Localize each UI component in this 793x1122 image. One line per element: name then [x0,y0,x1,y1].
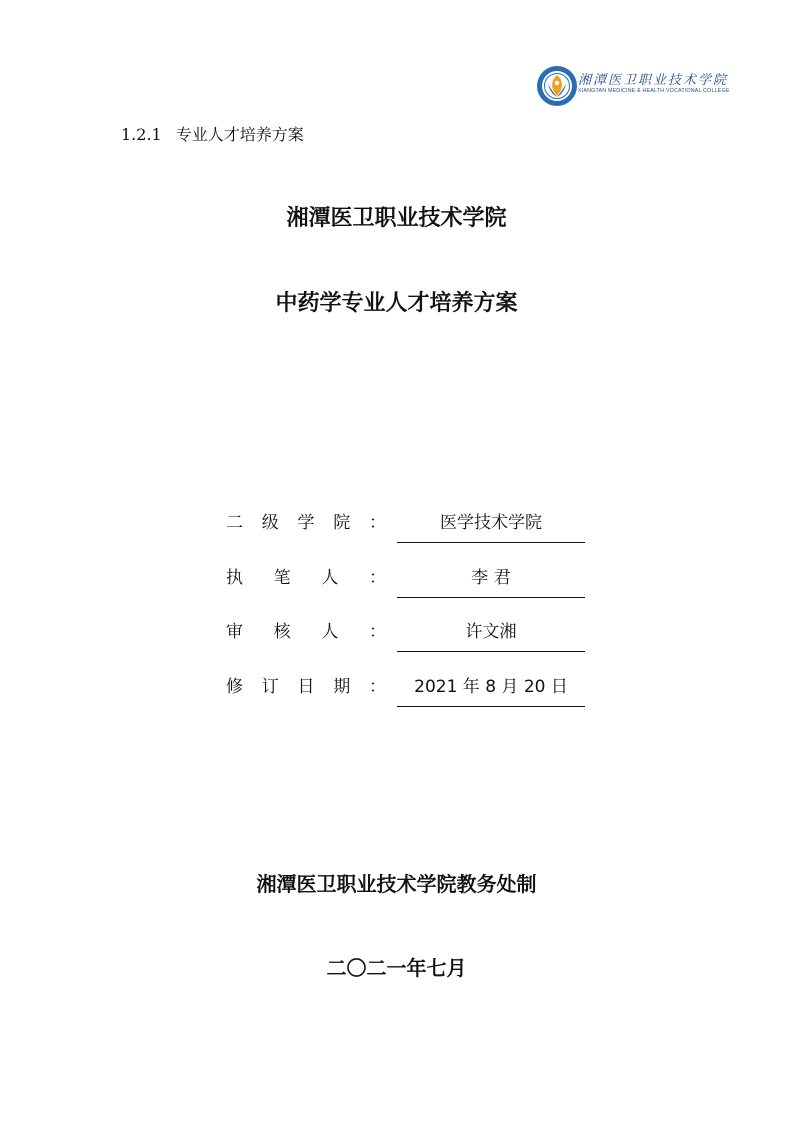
field-value-author: 李 君 [397,563,585,598]
field-value-reviewer: 许文湘 [397,617,585,652]
college-logo-name-cn: 湘潭医卫职业技术学院 [578,73,729,88]
field-label-department: 二 级 学 院 ： [226,513,386,533]
field-row-reviewer [226,617,586,657]
section-title: 专业人才培养方案 [175,125,304,144]
field-value-department: 医学技术学院 [397,508,585,543]
field-value-revision-date: 2021 年 8 月 20 日 [397,672,585,707]
field-label-reviewer: 审 核 人 ： [226,622,386,642]
issuer-line: 湘潭医卫职业技术学院教务处制 [256,872,537,896]
field-row-author [226,563,586,603]
field-label-author: 执 笔 人 ： [226,568,386,588]
section-number: 1.2.1 [121,125,162,144]
college-title: 湘潭医卫职业技术学院 [286,206,507,231]
field-label-revision-date: 修 订 日 期 ： [226,677,386,697]
plan-title: 中药学专业人才培养方案 [275,291,518,316]
section-heading [121,122,304,145]
field-row-department [226,508,586,548]
issue-date: 二〇二一年七月 [326,956,467,980]
field-row-revision-date [226,672,586,712]
college-logo-name-en: XIANGTAN MEDICINE & HEALTH VOCATIONAL COLLEGE [578,88,730,94]
